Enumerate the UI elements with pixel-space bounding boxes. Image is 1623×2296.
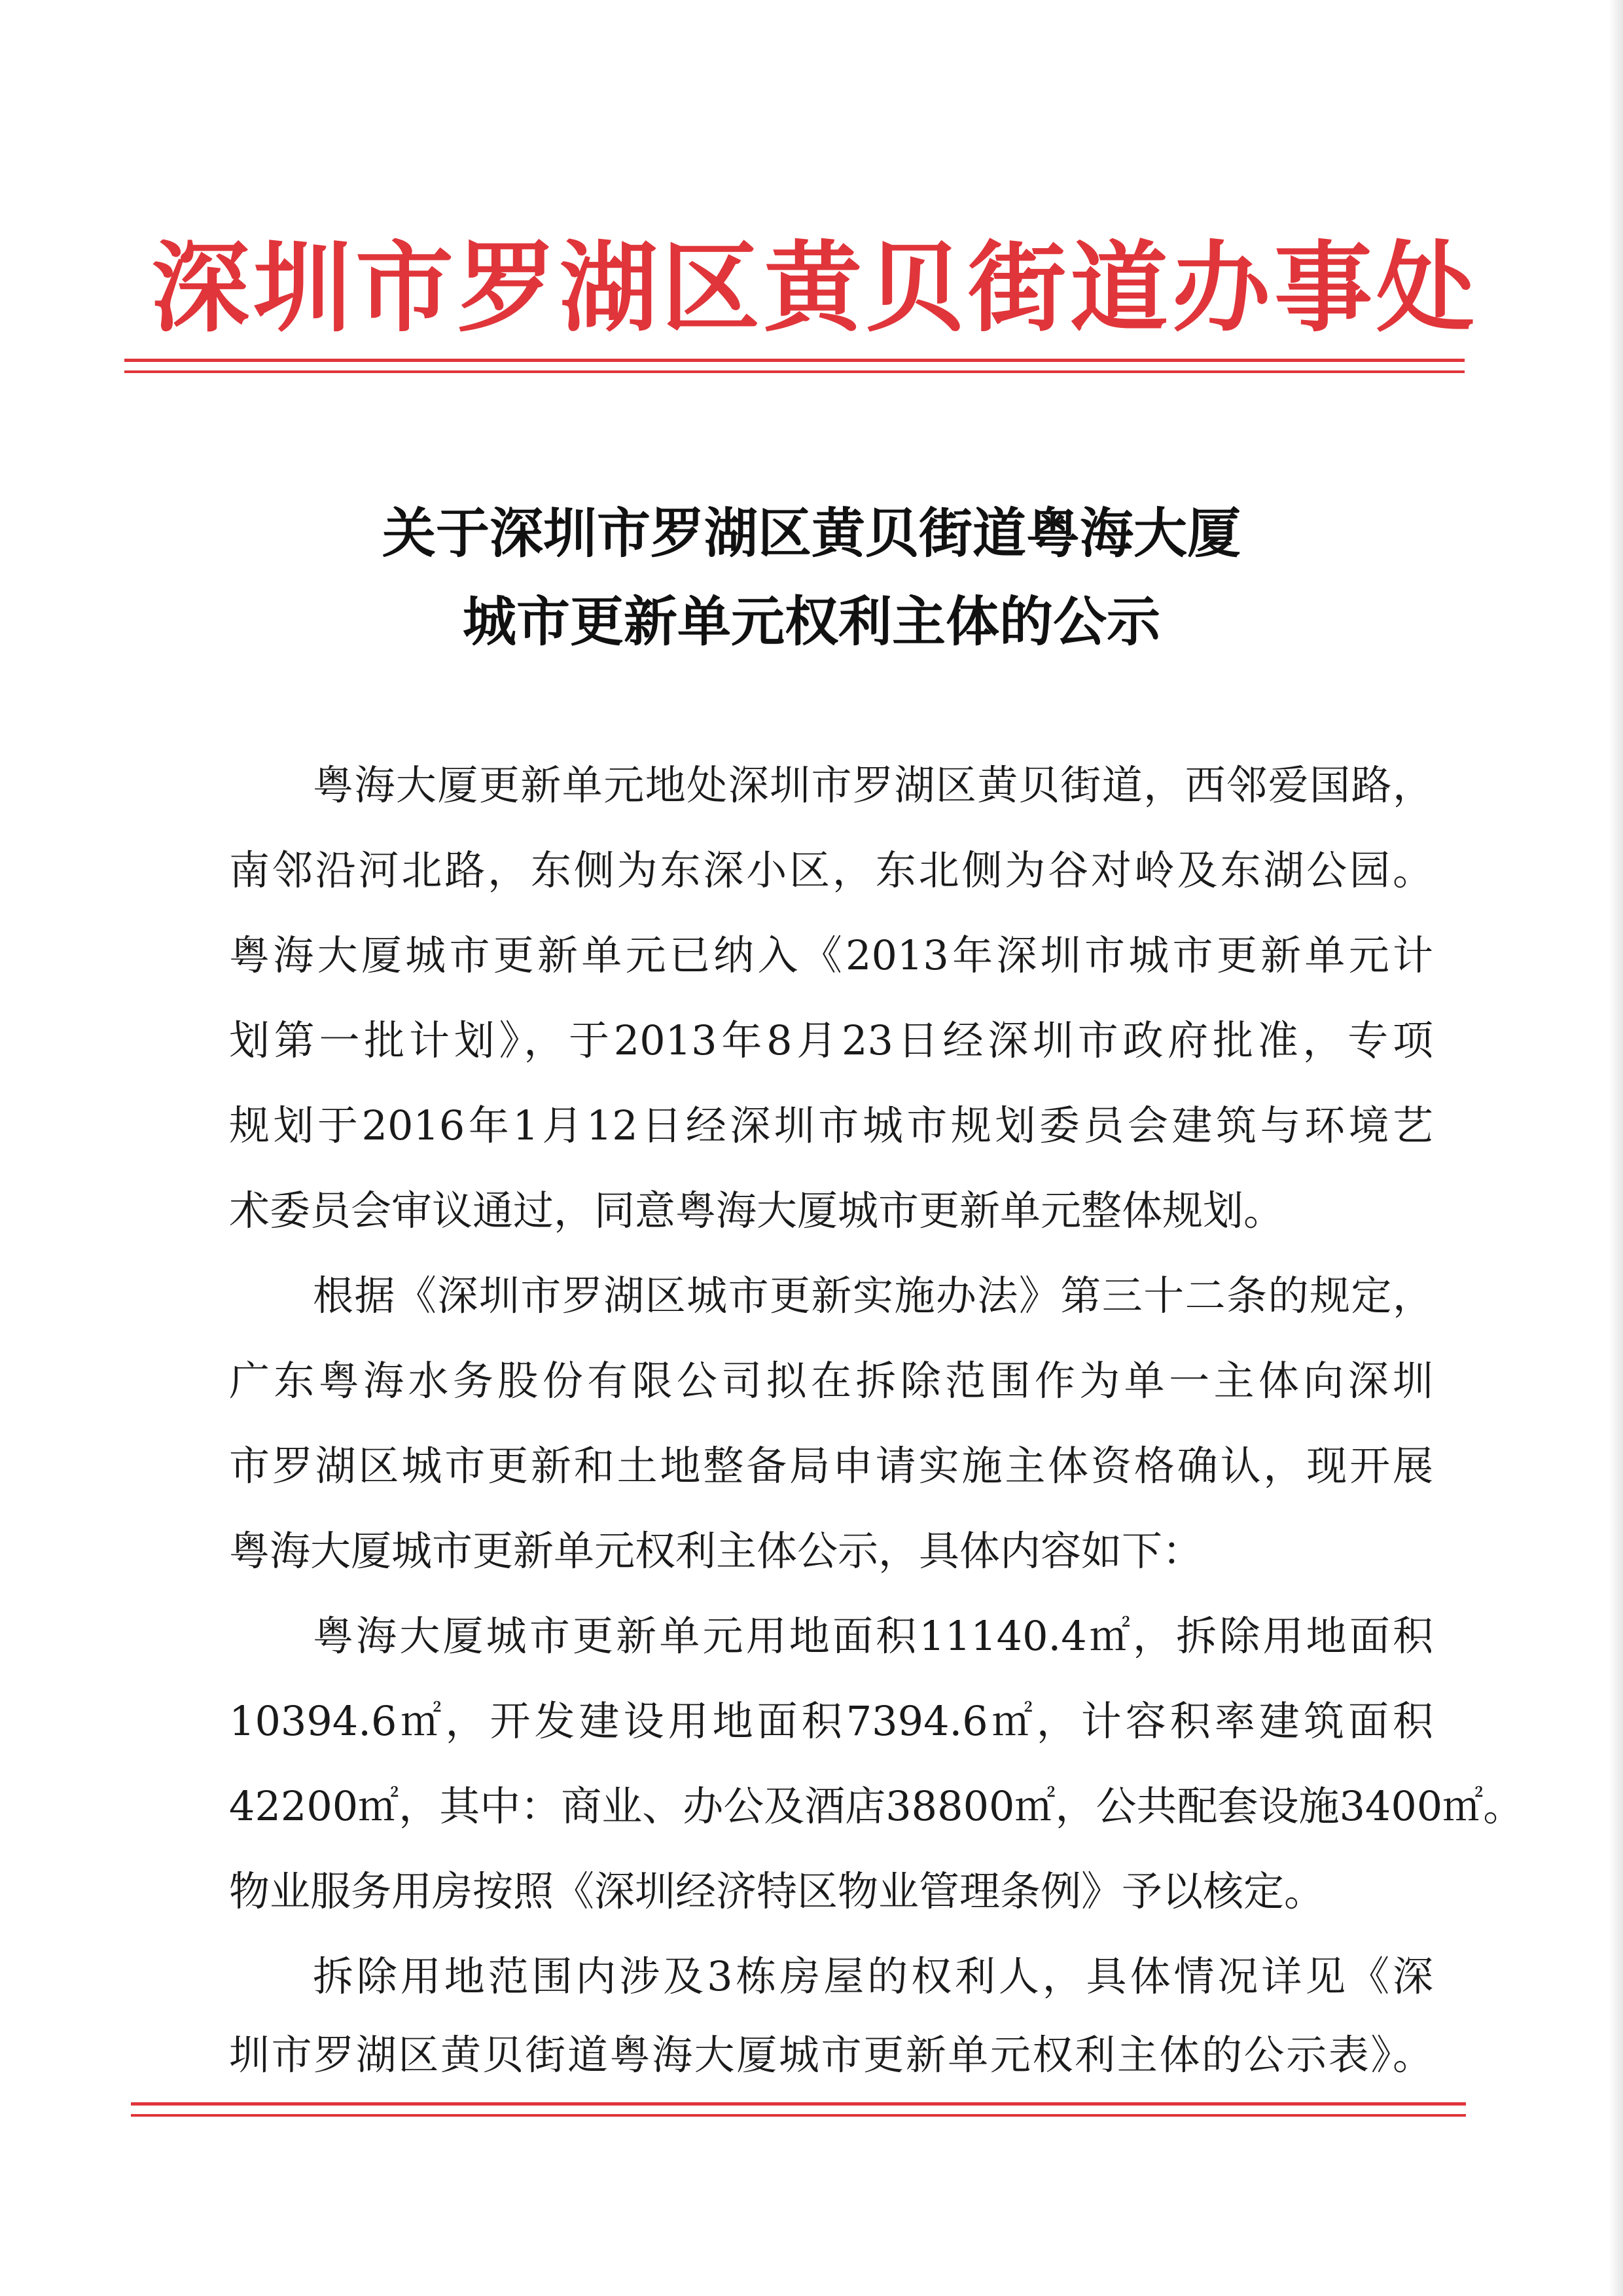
body-line: 物业服务用房按照《深圳经济特区物业管理条例》予以核定。 bbox=[229, 1867, 1325, 1915]
body-line: 南邻沿河北路，东侧为东深小区，东北侧为谷对岭及东湖公园。 bbox=[229, 846, 1433, 894]
body-line: 10394.6㎡，开发建设用地面积7394.6㎡，计容积率建筑面积 bbox=[229, 1697, 1433, 1745]
footer-rule-thin bbox=[131, 2114, 1466, 2117]
body-line: 划第一批计划》，于2013年8月23日经深圳市政府批准，专项 bbox=[229, 1016, 1433, 1064]
header-rule-thick bbox=[124, 359, 1465, 362]
document-title-line-2: 城市更新单元权利主体的公示 bbox=[462, 590, 1160, 653]
body-line: 粤海大厦城市更新单元用地面积11140.4㎡，拆除用地面积 bbox=[313, 1612, 1433, 1660]
page-edge-shadow bbox=[1609, 0, 1623, 2296]
body-line: 42200㎡，其中：商业、办公及酒店38800㎡，公共配套设施3400㎡。 bbox=[229, 1782, 1524, 1830]
body-line: 根据《深圳市罗湖区城市更新实施办法》第三十二条的规定， bbox=[313, 1272, 1433, 1319]
body-line: 术委员会审议通过，同意粤海大厦城市更新单元整体规划。 bbox=[229, 1187, 1285, 1234]
body-line: 圳市罗湖区黄贝街道粤海大厦城市更新单元权利主体的公示表》。 bbox=[229, 2031, 1433, 2079]
body-line: 粤海大厦城市更新单元已纳入《2013年深圳市城市更新单元计 bbox=[229, 931, 1433, 979]
header-rule-thin bbox=[124, 370, 1465, 373]
body-line: 粤海大厦更新单元地处深圳市罗湖区黄贝街道，西邻爱国路， bbox=[313, 761, 1433, 809]
document-title-line-1: 关于深圳市罗湖区黄贝街道粤海大厦 bbox=[382, 502, 1241, 565]
body-line: 规划于2016年1月12日经深圳市城市规划委员会建筑与环境艺 bbox=[229, 1102, 1433, 1149]
footer-rule-thick bbox=[131, 2102, 1466, 2106]
issuer-header: 深圳市罗湖区黄贝街道办事处 bbox=[151, 230, 1478, 346]
body-line: 市罗湖区城市更新和土地整备局申请实施主体资格确认，现开展 bbox=[229, 1442, 1433, 1490]
body-line: 广东粤海水务股份有限公司拟在拆除范围作为单一主体向深圳 bbox=[229, 1357, 1433, 1405]
body-line: 粤海大厦城市更新单元权利主体公示，具体内容如下： bbox=[229, 1527, 1204, 1575]
body-line: 拆除用地范围内涉及3栋房屋的权利人，具体情况详见《深 bbox=[313, 1952, 1433, 2000]
